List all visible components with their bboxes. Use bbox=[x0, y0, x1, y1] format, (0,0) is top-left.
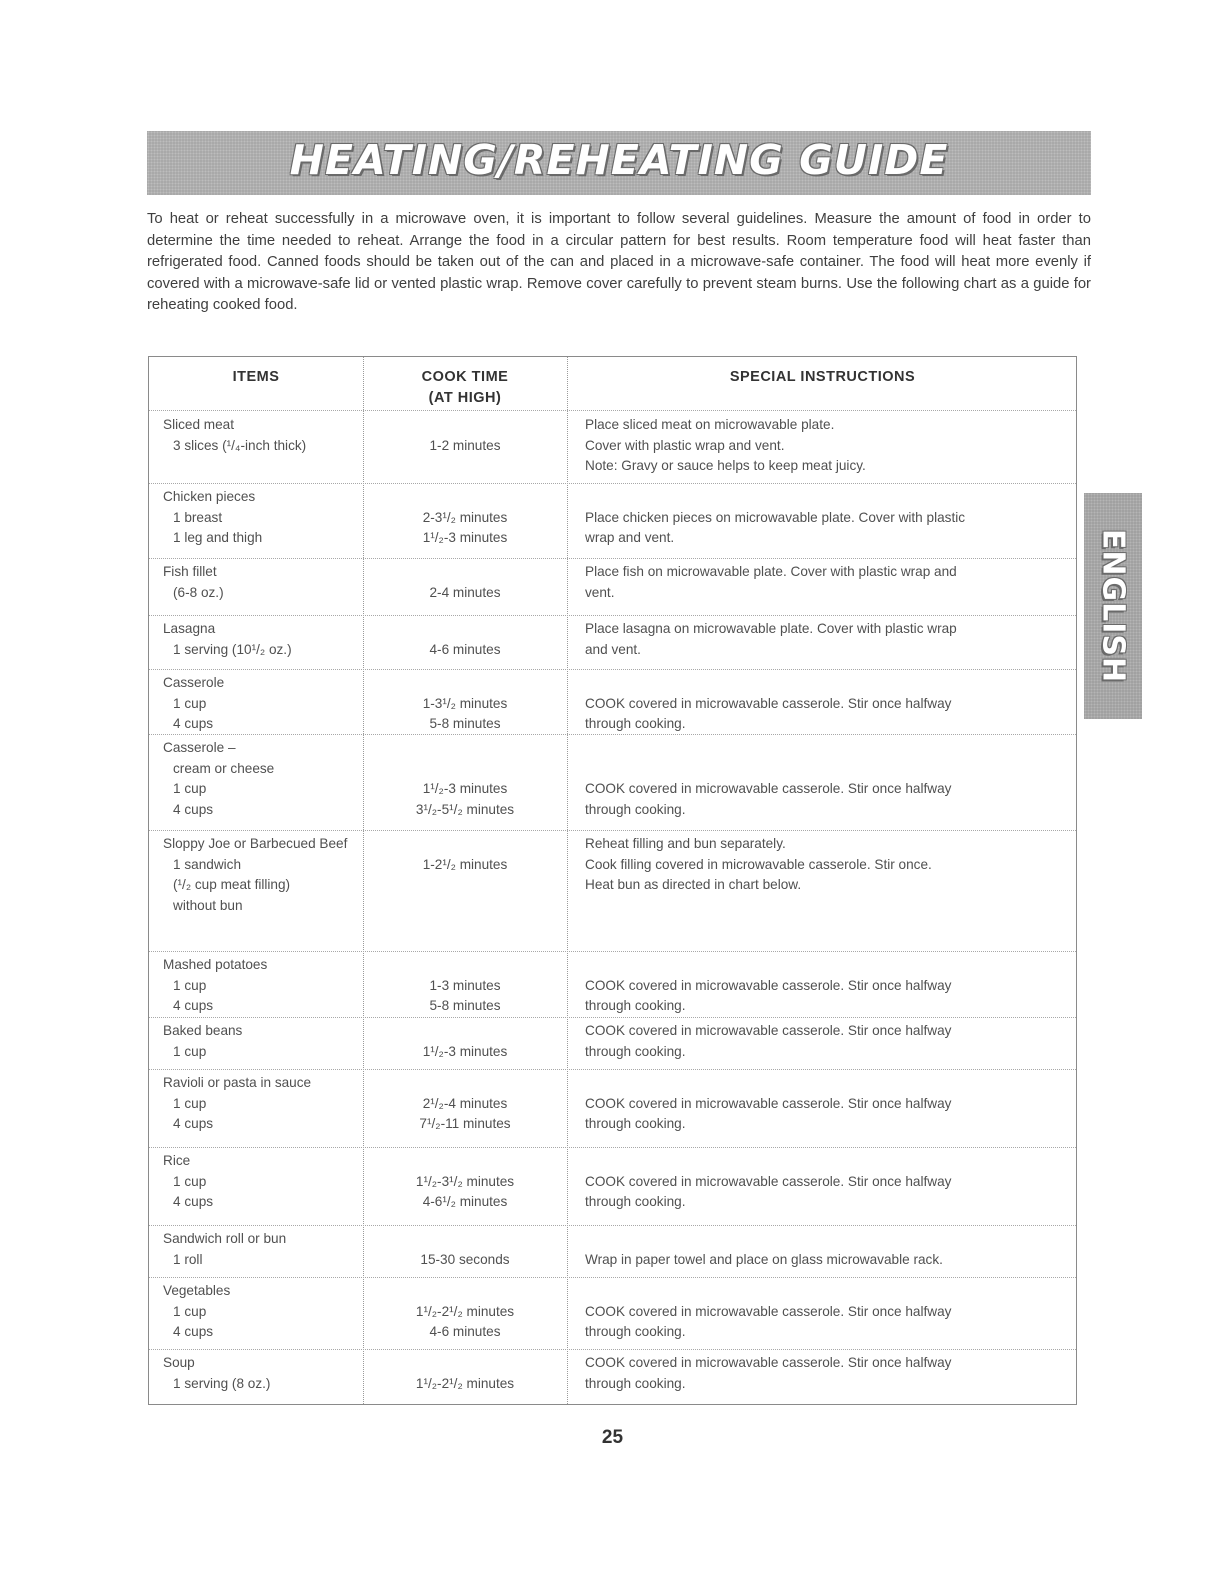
cook-time-line: 1¹/₂-3 minutes bbox=[422, 781, 508, 796]
item-cell bbox=[163, 673, 363, 735]
item-line: 4 cups bbox=[173, 1324, 214, 1339]
cook-time-cell bbox=[363, 673, 567, 735]
item-line: cream or cheese bbox=[173, 760, 275, 776]
instruction-line: through cooking. bbox=[585, 1116, 686, 1131]
instruction-cell bbox=[585, 673, 1055, 735]
item-line: Ravioli or pasta in sauce bbox=[163, 1075, 312, 1090]
page-title: HEATING/REHEATING GUIDE bbox=[289, 136, 949, 184]
item-line: Chicken pieces bbox=[163, 489, 256, 504]
item-line: 4 cups bbox=[173, 1194, 214, 1209]
cook-time-line: 4-6¹/₂ minutes bbox=[422, 1194, 508, 1209]
cook-time-line bbox=[363, 1281, 567, 1302]
reheating-table bbox=[148, 356, 1077, 1405]
item-cell bbox=[163, 1073, 363, 1135]
instruction-cell bbox=[585, 1281, 1055, 1343]
item-line: 4 cups bbox=[173, 1116, 214, 1131]
item-cell bbox=[163, 1021, 363, 1062]
cook-time-line bbox=[363, 562, 567, 583]
cook-time-line: 2-4 minutes bbox=[429, 584, 501, 600]
instruction-cell bbox=[585, 619, 1055, 660]
cook-time-line bbox=[363, 834, 567, 855]
instruction-line: Cook filling covered in microwavable casserole. Stir once. bbox=[585, 856, 932, 872]
cook-time-cell bbox=[363, 487, 567, 549]
instruction-line: through cooking. bbox=[585, 1043, 686, 1059]
cook-time-line: 2-3¹/₂ minutes bbox=[422, 509, 508, 525]
page-number: 25 bbox=[601, 1427, 624, 1448]
cook-time-line: 1-2¹/₂ minutes bbox=[422, 856, 508, 872]
cook-time-line bbox=[363, 1073, 567, 1094]
cook-time-line: 1¹/₂-3¹/₂ minutes bbox=[415, 1173, 515, 1189]
instruction-line: Place lasagna on microwavable plate. Cover with plastic wrap bbox=[585, 621, 957, 636]
cook-time-line: 15-30 seconds bbox=[420, 1251, 510, 1267]
item-line: Mashed potatoes bbox=[163, 957, 268, 972]
instruction-line: through cooking. bbox=[585, 716, 686, 731]
instruction-line: COOK covered in microwavable casserole. Stir once halfway bbox=[585, 695, 952, 711]
cook-time-line bbox=[363, 673, 567, 694]
item-line: 1 cup bbox=[173, 1303, 207, 1319]
header-cook-time bbox=[363, 368, 567, 409]
instruction-line: and vent. bbox=[585, 641, 641, 657]
cook-time-line: 4-6 minutes bbox=[429, 1324, 501, 1339]
item-line: 1 cup bbox=[173, 1043, 207, 1059]
cook-time-cell bbox=[363, 619, 567, 660]
item-cell bbox=[163, 1151, 363, 1213]
row-divider bbox=[149, 558, 1076, 559]
cook-time-line bbox=[363, 619, 567, 640]
item-line: (6-8 oz.) bbox=[173, 584, 224, 600]
row-divider bbox=[149, 1069, 1076, 1070]
item-line: Sloppy Joe or Barbecued Beef bbox=[163, 836, 348, 851]
item-line: 1 leg and thigh bbox=[173, 530, 263, 545]
item-cell bbox=[163, 1353, 363, 1394]
instruction-line: through cooking. bbox=[585, 1375, 686, 1391]
instruction-cell bbox=[585, 1021, 1055, 1062]
instruction-line: Heat bun as directed in chart below. bbox=[585, 877, 802, 892]
item-line: 1 serving (10¹/₂ oz.) bbox=[173, 641, 292, 657]
item-line: Baked beans bbox=[163, 1023, 243, 1038]
cook-time-cell bbox=[363, 415, 567, 456]
instruction-line: through cooking. bbox=[585, 801, 686, 817]
item-cell bbox=[163, 487, 363, 549]
header-divider bbox=[149, 410, 1076, 411]
item-line: 1 sandwich bbox=[173, 856, 242, 872]
cook-time-line bbox=[363, 759, 567, 780]
item-line: 1 cup bbox=[173, 1173, 207, 1189]
cook-time-line: 7¹/₂-11 minutes bbox=[419, 1116, 511, 1131]
item-cell bbox=[163, 738, 363, 820]
cook-time-line: 1-3¹/₂ minutes bbox=[422, 695, 508, 711]
row-divider bbox=[149, 951, 1076, 952]
item-cell bbox=[163, 619, 363, 660]
cook-time-line: 2¹/₂-4 minutes bbox=[422, 1095, 508, 1111]
instruction-line bbox=[585, 1073, 1055, 1094]
row-divider bbox=[149, 1017, 1076, 1018]
instruction-line: Cover with plastic wrap and vent. bbox=[585, 437, 785, 453]
item-line: 1 cup bbox=[173, 977, 207, 993]
cook-time-cell bbox=[363, 1073, 567, 1135]
instruction-line bbox=[585, 759, 1055, 780]
instruction-line bbox=[585, 1281, 1055, 1302]
header-cook-time-line1: COOK TIME bbox=[421, 369, 509, 385]
instruction-line: COOK covered in microwavable casserole. Stir once halfway bbox=[585, 1173, 952, 1189]
instruction-line: Note: Gravy or sauce helps to keep meat juicy. bbox=[585, 458, 866, 473]
cook-time-line: 3¹/₂-5¹/₂ minutes bbox=[415, 801, 515, 817]
item-line: 1 cup bbox=[173, 1095, 207, 1111]
instruction-line bbox=[585, 487, 1055, 508]
item-cell bbox=[163, 1281, 363, 1343]
header-cook-time-line2: (AT HIGH) bbox=[428, 389, 502, 406]
column-divider bbox=[567, 357, 568, 1404]
title-banner bbox=[147, 131, 1091, 195]
row-divider bbox=[149, 1277, 1076, 1278]
item-line: Casserole – bbox=[163, 740, 236, 755]
language-tab-label: ENGLISH bbox=[1095, 528, 1131, 684]
item-line: 1 serving (8 oz.) bbox=[173, 1375, 271, 1391]
instruction-line: Place chicken pieces on microwavable plate. Cover with plastic bbox=[585, 509, 966, 525]
cook-time-line: 5-8 minutes bbox=[429, 716, 501, 731]
cook-time-line: 1¹/₂-2¹/₂ minutes bbox=[415, 1303, 515, 1319]
cook-time-cell bbox=[363, 562, 567, 603]
cook-time-cell bbox=[363, 1353, 567, 1394]
cook-time-line: 1¹/₂-2¹/₂ minutes bbox=[415, 1375, 515, 1391]
item-line: Vegetables bbox=[163, 1283, 231, 1298]
instruction-cell bbox=[585, 1151, 1055, 1213]
header-special-instructions: SPECIAL INSTRUCTIONS bbox=[729, 369, 916, 385]
instruction-cell bbox=[585, 562, 1055, 603]
instruction-line: Place fish on microwavable plate. Cover with plastic wrap and bbox=[585, 564, 957, 579]
item-line: 1 cup bbox=[173, 781, 207, 796]
instruction-line bbox=[585, 738, 1055, 759]
instruction-line: COOK covered in microwavable casserole. Stir once halfway bbox=[585, 977, 952, 993]
row-divider bbox=[149, 1225, 1076, 1226]
instruction-line: COOK covered in microwavable casserole. Stir once halfway bbox=[585, 1355, 952, 1370]
instruction-line: Place sliced meat on microwavable plate. bbox=[585, 417, 835, 432]
instruction-line: COOK covered in microwavable casserole. Stir once halfway bbox=[585, 781, 952, 796]
row-divider bbox=[149, 1349, 1076, 1350]
instruction-line bbox=[585, 673, 1055, 694]
instruction-line: vent. bbox=[585, 584, 615, 600]
language-tab bbox=[1084, 493, 1142, 719]
item-cell bbox=[163, 955, 363, 1017]
cook-time-line bbox=[363, 1229, 567, 1250]
cook-time-line: 1¹/₂-3 minutes bbox=[422, 1043, 508, 1059]
intro-paragraph: To heat or reheat successfully in a microwave oven, it is important to follow several guidelines. Measure the amount of food in order to determine the time needed to reheat. Arrange the food in a circular pattern for best results. Room temperature food will heat faster than refrigerated food. Canned foods should be taken out of the can and placed in a microwave-safe container. The food will heat more evenly if covered with a microwave-safe lid or vented plastic wrap. Remove cover carefully to prevent steam burns. Use the following chart as a guide for reheating cooked food. bbox=[147, 211, 1091, 314]
cook-time-line bbox=[363, 487, 567, 508]
cook-time-line bbox=[363, 1353, 567, 1374]
item-line: without bun bbox=[173, 897, 243, 913]
cook-time-line: 1¹/₂-3 minutes bbox=[422, 530, 508, 545]
item-line: 4 cups bbox=[173, 998, 214, 1013]
row-divider bbox=[149, 669, 1076, 670]
item-line: 1 breast bbox=[173, 509, 223, 525]
instruction-line: through cooking. bbox=[585, 1324, 686, 1339]
row-divider bbox=[149, 483, 1076, 484]
cook-time-line bbox=[363, 955, 567, 976]
header-items: ITEMS bbox=[232, 369, 280, 385]
instruction-line: COOK covered in microwavable casserole. Stir once halfway bbox=[585, 1303, 952, 1319]
instruction-line bbox=[585, 1151, 1055, 1172]
item-line: 4 cups bbox=[173, 801, 214, 817]
cook-time-line: 5-8 minutes bbox=[429, 998, 501, 1013]
instruction-cell bbox=[585, 738, 1055, 820]
item-cell bbox=[163, 834, 363, 916]
item-line: 4 cups bbox=[173, 716, 214, 731]
item-line: Soup bbox=[163, 1355, 195, 1370]
cook-time-cell bbox=[363, 1021, 567, 1062]
cook-time-line bbox=[363, 738, 567, 759]
cook-time-line: 1-3 minutes bbox=[429, 977, 501, 993]
instruction-cell bbox=[585, 1353, 1055, 1394]
item-cell bbox=[163, 1229, 363, 1270]
cook-time-line bbox=[363, 415, 567, 436]
item-line: Sliced meat bbox=[163, 417, 235, 432]
item-line: Lasagna bbox=[163, 621, 216, 636]
row-divider bbox=[149, 1147, 1076, 1148]
instruction-line: through cooking. bbox=[585, 998, 686, 1013]
row-divider bbox=[149, 734, 1076, 735]
instruction-cell bbox=[585, 487, 1055, 549]
cook-time-line: 4-6 minutes bbox=[429, 641, 501, 657]
item-cell bbox=[163, 415, 363, 456]
row-divider bbox=[149, 830, 1076, 831]
instruction-line: Reheat filling and bun separately. bbox=[585, 836, 786, 851]
instruction-cell bbox=[585, 834, 1055, 896]
cook-time-cell bbox=[363, 834, 567, 875]
cook-time-cell bbox=[363, 1229, 567, 1270]
instruction-cell bbox=[585, 955, 1055, 1017]
item-line: (¹/₂ cup meat filling) bbox=[173, 877, 291, 892]
instruction-cell bbox=[585, 1073, 1055, 1135]
instruction-cell bbox=[585, 415, 1055, 477]
instruction-line: COOK covered in microwavable casserole. Stir once halfway bbox=[585, 1095, 952, 1111]
instruction-cell bbox=[585, 1229, 1055, 1270]
cook-time-line bbox=[363, 1021, 567, 1042]
item-line: Casserole bbox=[163, 675, 225, 690]
item-line: Rice bbox=[163, 1153, 191, 1168]
cook-time-cell bbox=[363, 738, 567, 820]
instruction-line bbox=[585, 1229, 1055, 1250]
cook-time-cell bbox=[363, 1151, 567, 1213]
cook-time-line bbox=[363, 1151, 567, 1172]
item-line: 3 slices (¹/₄-inch thick) bbox=[173, 437, 307, 453]
instruction-line: wrap and vent. bbox=[585, 530, 675, 545]
instruction-line bbox=[585, 955, 1055, 976]
item-line: Sandwich roll or bun bbox=[163, 1231, 287, 1246]
item-line: 1 roll bbox=[173, 1251, 203, 1267]
item-cell bbox=[163, 562, 363, 603]
instruction-line: COOK covered in microwavable casserole. Stir once halfway bbox=[585, 1023, 952, 1038]
instruction-line: Wrap in paper towel and place on glass microwavable rack. bbox=[585, 1251, 943, 1267]
item-line: Fish fillet bbox=[163, 564, 217, 579]
row-divider bbox=[149, 615, 1076, 616]
cook-time-line: 1-2 minutes bbox=[429, 437, 501, 453]
item-line: 1 cup bbox=[173, 695, 207, 711]
cook-time-cell bbox=[363, 955, 567, 1017]
cook-time-cell bbox=[363, 1281, 567, 1343]
instruction-line: through cooking. bbox=[585, 1194, 686, 1209]
